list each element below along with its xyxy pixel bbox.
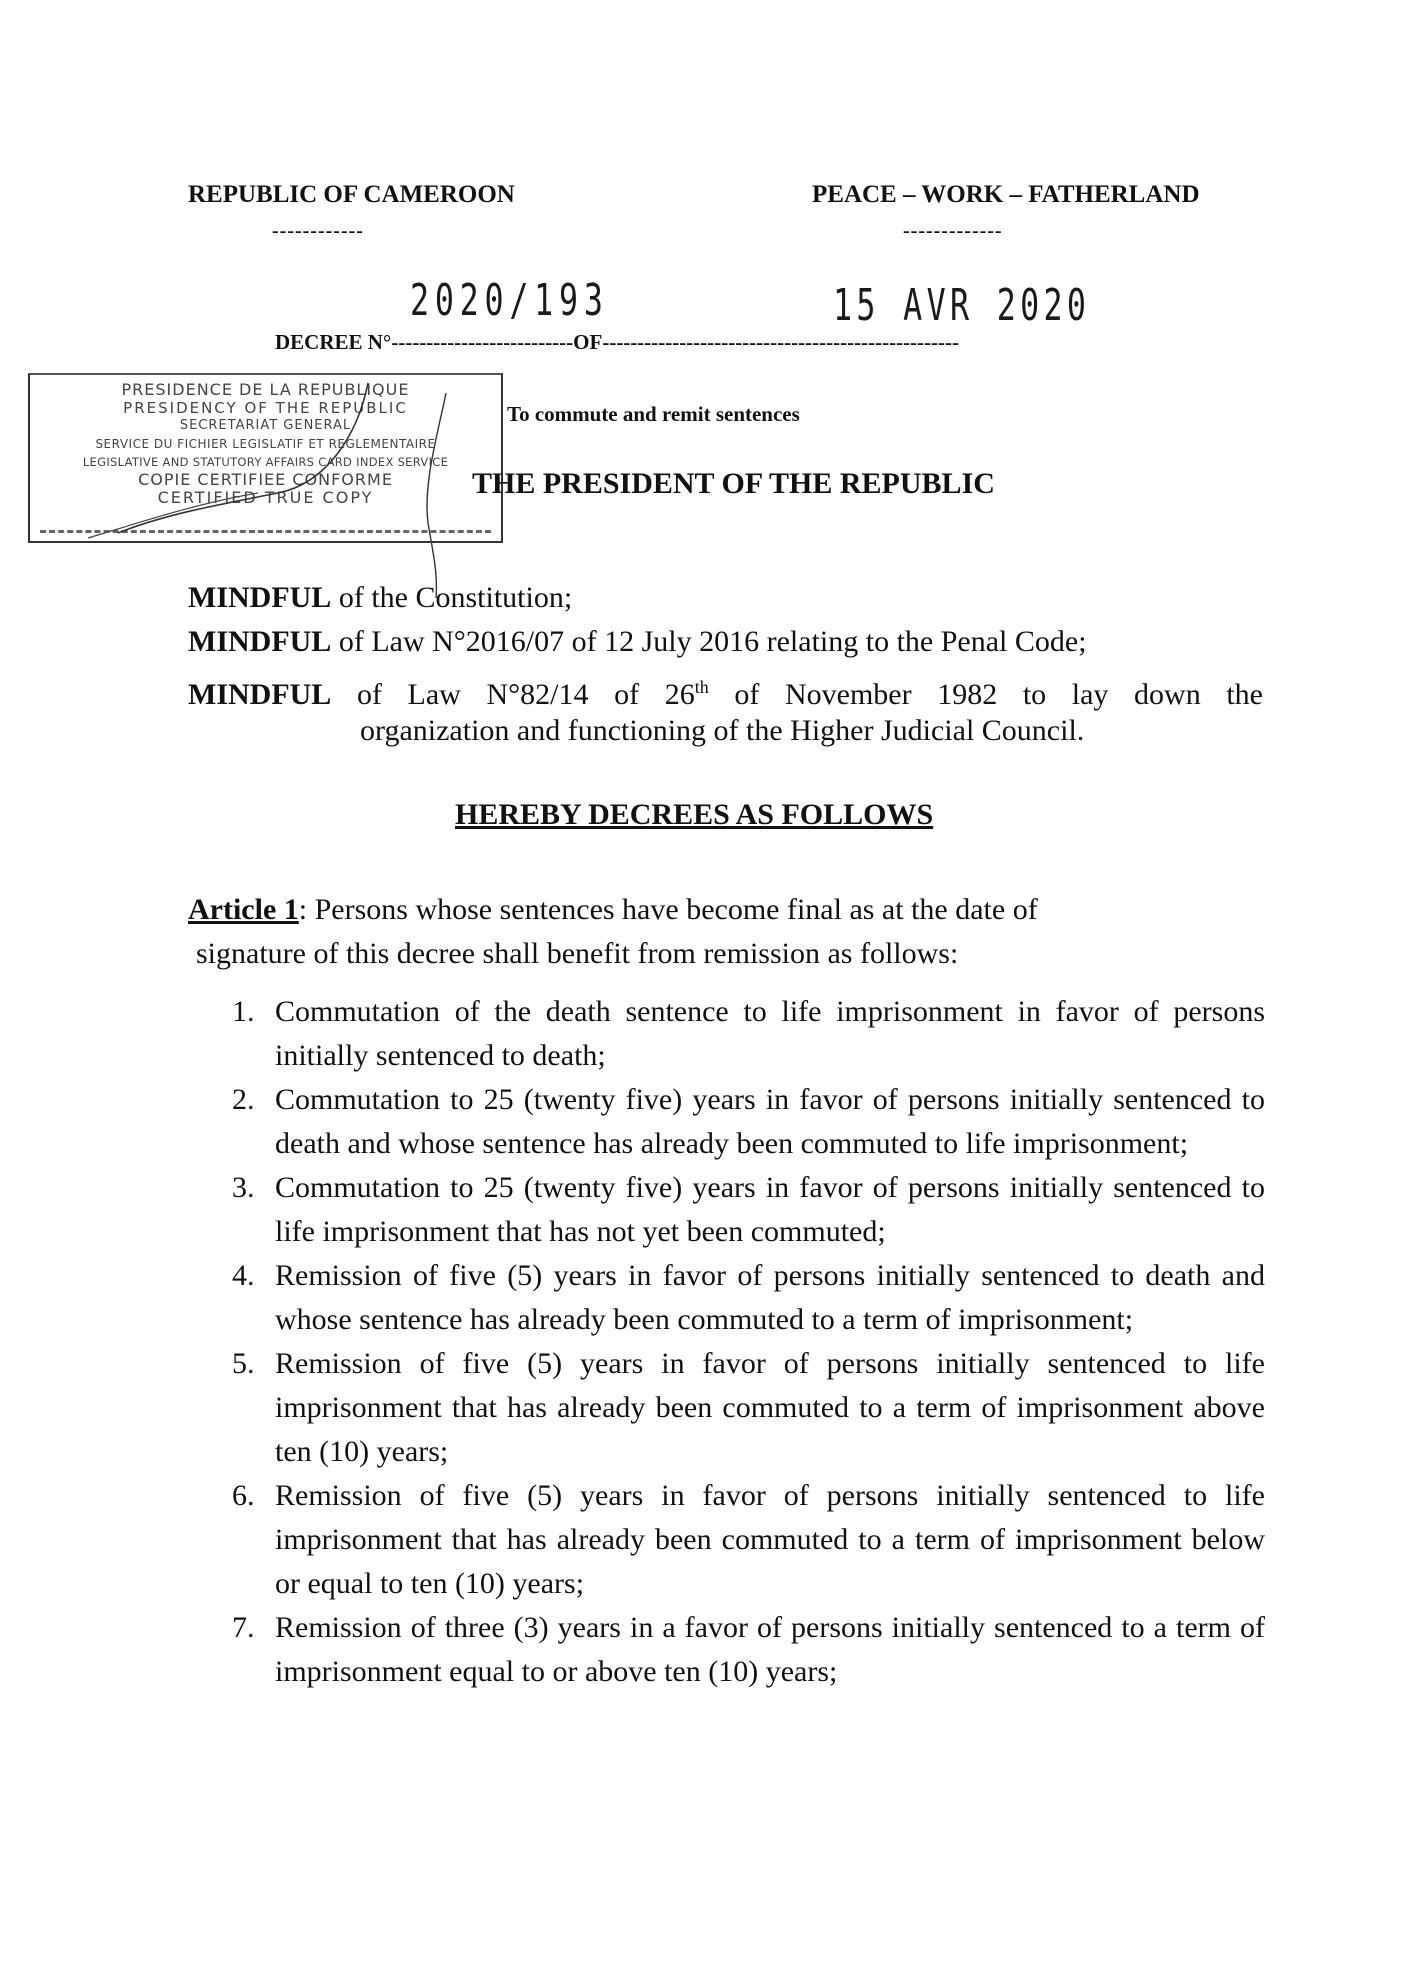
mindful-2-text: of Law N°2016/07 of 12 July 2016 relating to the Penal Code; bbox=[331, 625, 1087, 658]
list-item bbox=[220, 1606, 1265, 1694]
stamp-line-3: SECRETARIAT GENERAL bbox=[179, 418, 352, 433]
item-text: Remission of three (3) years in a favor of persons initially sentenced to a term of imprisonment equal to or above ten (10) years; bbox=[275, 1611, 1265, 1688]
decree-dashes-1: -------------------------- bbox=[391, 330, 574, 354]
list-item bbox=[220, 990, 1265, 1078]
decrees-heading: HEREBY DECREES AS FOLLOWS bbox=[455, 798, 934, 831]
item-number: 6. bbox=[232, 1479, 255, 1512]
mindful-2 bbox=[188, 620, 1087, 664]
article-1-label: Article 1 bbox=[188, 893, 299, 926]
decree-line bbox=[275, 330, 959, 355]
stamp-line-2: PRESIDENCY OF THE REPUBLIC bbox=[123, 399, 408, 417]
item-text: Remission of five (5) years in favor of persons initially sentenced to life imprisonment that has already been commuted to a term of imprisonment above ten (10) years; bbox=[275, 1347, 1265, 1468]
article-1-items bbox=[220, 990, 1265, 1694]
decree-date-handwritten: 15 AVR 2020 bbox=[833, 280, 1091, 331]
decree-subject: To commute and remit sentences bbox=[507, 402, 800, 426]
mindful-1 bbox=[188, 576, 572, 620]
mindful-2-keyword: MINDFUL bbox=[188, 625, 332, 658]
mindful-3-sup: th bbox=[694, 677, 709, 697]
header-right: PEACE – WORK – FATHERLAND bbox=[812, 181, 1200, 208]
item-text: Commutation to 25 (twenty five) years in favor of persons initially sentenced to life imprisonment that has not yet been commuted; bbox=[275, 1171, 1265, 1248]
signature-mark bbox=[28, 373, 503, 603]
decree-dashes-2: --------------------------------------------------- bbox=[602, 330, 959, 354]
item-number: 4. bbox=[232, 1259, 255, 1292]
stamp-line-4: SERVICE DU FICHIER LEGISLATIF ET REGLEMENTAIRE bbox=[95, 437, 436, 451]
item-text: Remission of five (5) years in favor of persons initially sentenced to death and whose sentence has already been commuted to a term of imprisonment; bbox=[275, 1259, 1265, 1336]
stamp-line-5: LEGISLATIVE AND STATUTORY AFFAIRS CARD INDEX SERVICE bbox=[82, 455, 449, 469]
decree-of-label: OF bbox=[573, 330, 603, 354]
item-text: Commutation to 25 (twenty five) years in favor of persons initially sentenced to death and whose sentence has already been commuted to life imprisonment; bbox=[275, 1083, 1265, 1160]
header-right-dashes: ------------- bbox=[903, 220, 1003, 242]
decree-label: DECREE N° bbox=[275, 330, 392, 354]
item-text: Remission of five (5) years in favor of persons initially sentenced to life imprisonment that has already been commuted to a term of imprisonment below or equal to ten (10) years; bbox=[275, 1479, 1265, 1600]
decree-number-handwritten: 2020/193 bbox=[410, 275, 609, 326]
article-1-intro-b: signature of this decree shall benefit from remission as follows: bbox=[196, 937, 959, 970]
list-item bbox=[220, 1342, 1265, 1474]
decree-issuer: THE PRESIDENT OF THE REPUBLIC bbox=[472, 467, 995, 500]
item-number: 1. bbox=[232, 995, 255, 1028]
article-1-intro bbox=[188, 888, 1268, 976]
mindful-1-text: of the Constitution; bbox=[331, 581, 573, 614]
mindful-3-text-b: of November 1982 to lay down the bbox=[708, 678, 1263, 711]
mindful-3-keyword: MINDFUL bbox=[188, 678, 332, 711]
item-number: 7. bbox=[232, 1611, 255, 1644]
mindful-3-continuation: organization and functioning of the Higher Judicial Council. bbox=[360, 714, 1085, 747]
item-number: 5. bbox=[232, 1347, 255, 1380]
stamp-line-1: PRESIDENCE DE LA REPUBLIQUE bbox=[121, 380, 410, 399]
item-number: 3. bbox=[232, 1171, 255, 1204]
stamp-line-7: CERTIFIED TRUE COPY bbox=[157, 488, 374, 507]
article-1-intro-a: : Persons whose sentences have become final as at the date of bbox=[298, 893, 1038, 926]
stamp-line-6: COPIE CERTIFIEE CONFORME bbox=[138, 470, 393, 489]
list-item bbox=[220, 1474, 1265, 1606]
list-item bbox=[220, 1078, 1265, 1166]
header-left-dashes: ------------ bbox=[272, 220, 364, 242]
certified-copy-stamp bbox=[28, 373, 503, 543]
item-number: 2. bbox=[232, 1083, 255, 1116]
item-text: Commutation of the death sentence to life imprisonment in favor of persons initially sentenced to death; bbox=[275, 995, 1265, 1072]
mindful-3-text-a: of Law N°82/14 of 26 bbox=[331, 678, 695, 711]
header-left: REPUBLIC OF CAMEROON bbox=[188, 181, 515, 208]
list-item bbox=[220, 1254, 1265, 1342]
mindful-1-keyword: MINDFUL bbox=[188, 581, 332, 614]
list-item bbox=[220, 1166, 1265, 1254]
